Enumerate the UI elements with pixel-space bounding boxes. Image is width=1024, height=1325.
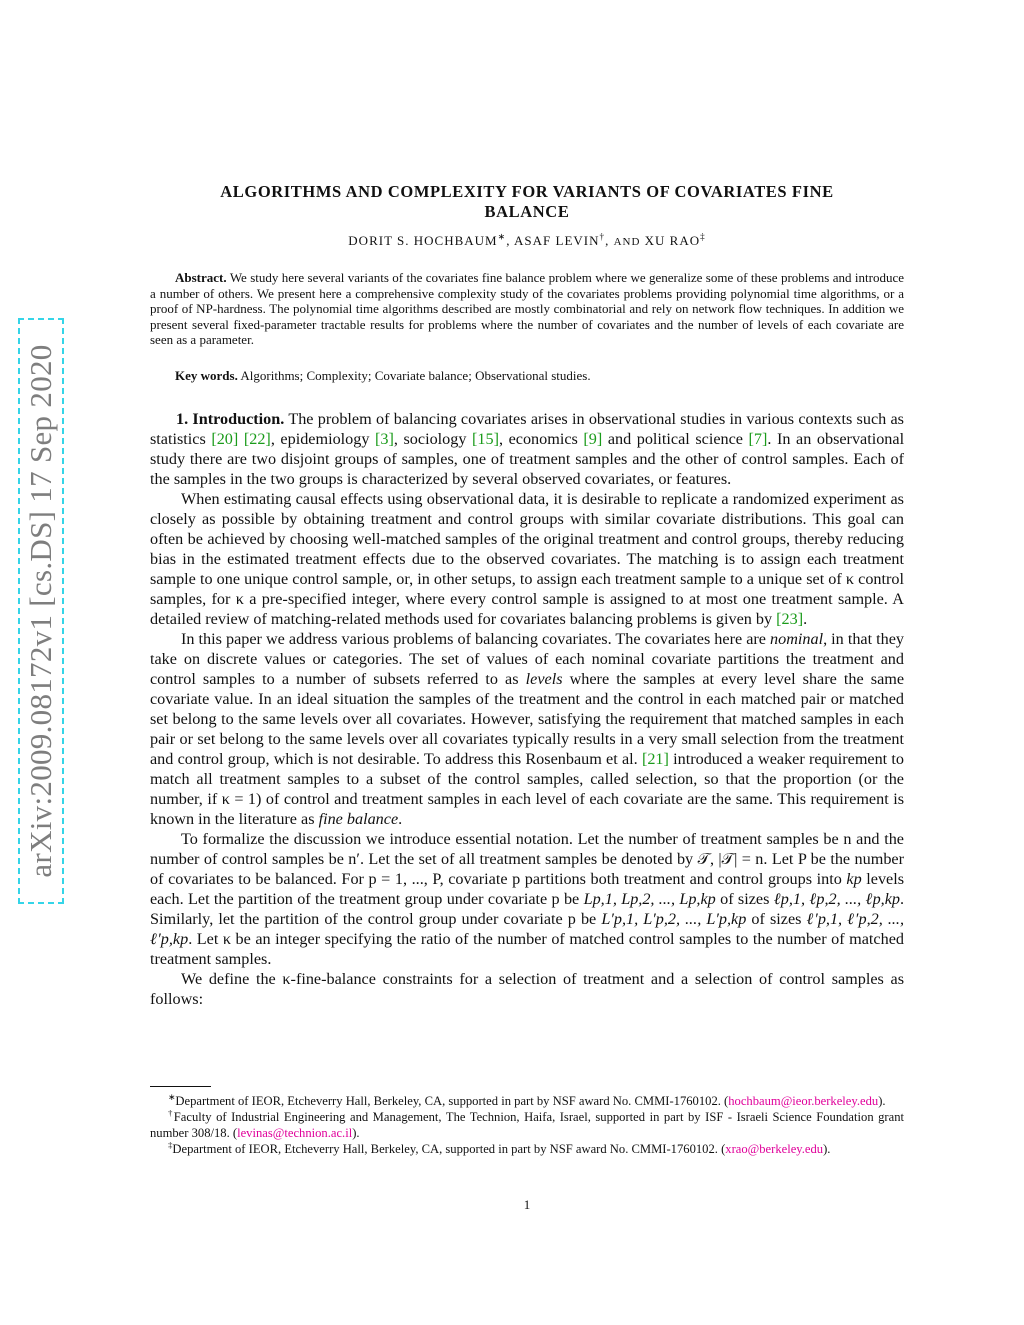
email-link-levin[interactable]: levinas@technion.ac.il bbox=[237, 1126, 353, 1140]
footnote-3 bbox=[150, 1141, 904, 1157]
intro-text: of sizes bbox=[720, 890, 770, 908]
footnote-2-paren: ). bbox=[352, 1126, 360, 1140]
term-fine-balance: fine balance bbox=[318, 810, 399, 828]
term-levels: levels bbox=[525, 670, 563, 688]
title-line-2: BALANCE bbox=[484, 202, 570, 221]
footnote-3-paren: ( bbox=[721, 1142, 726, 1156]
citation-15[interactable]: [15] bbox=[472, 430, 499, 448]
intro-text: where the samples at every level share the same covariate value. In an ideal situation the samples of the treatment and the control in each matched pair or matched set belong to the same levels over all covariates. However, satisfying the requirement that matched samples in each pair or set belong to the same levels over all covariates typically results in a very small selection from the treatment and control group, which is not desirable. To address this Rosenbaum et al. bbox=[150, 670, 905, 768]
term-nominal: nominal bbox=[770, 630, 824, 648]
intro-text: , economics bbox=[498, 430, 578, 448]
citation-21[interactable]: [21] bbox=[641, 750, 669, 768]
email-link-hochbaum[interactable]: hochbaum@ieor.berkeley.edu bbox=[728, 1094, 879, 1108]
introduction-section bbox=[150, 409, 904, 1009]
intro-text: , epidemiology bbox=[270, 430, 370, 448]
intro-paragraph-2 bbox=[150, 489, 904, 629]
math-kp: kp bbox=[846, 870, 862, 888]
intro-text: . bbox=[398, 810, 403, 828]
intro-text: . bbox=[803, 610, 808, 628]
footnote-3-mark: ‡ bbox=[168, 1139, 173, 1150]
intro-text: introduced a weaker requirement to match all treatment samples to a subset of the control samples, called selection, so that the proportion (or the number, if κ = 1) of control and treatment samples in each level of each covariate are the same. This requirement is known in the literature as bbox=[150, 750, 905, 828]
keywords bbox=[150, 368, 904, 384]
citation-9[interactable]: [9] bbox=[583, 430, 603, 448]
intro-text: of sizes bbox=[751, 910, 802, 928]
author-2-mark: † bbox=[599, 231, 606, 242]
footnote-1-paren: ). bbox=[878, 1094, 886, 1108]
footnote-3-text: Department of IEOR, Etcheverry Hall, Berkeley, CA, supported in part by NSF award No. CMMI-1760102. bbox=[172, 1142, 718, 1156]
math-treatment-sizes: ℓp,1, ℓp,2, ..., ℓp,kp bbox=[773, 890, 900, 908]
arxiv-stamp bbox=[18, 318, 64, 904]
intro-paragraph-5: We define the κ-fine-balance constraints for a selection of treatment and a selection of control samples as follows: bbox=[150, 970, 904, 1008]
intro-text: levels each. Let the partition of the treatment group under covariate p be bbox=[150, 870, 905, 908]
section-heading: 1. Introduction. bbox=[176, 410, 285, 428]
author-2: ASAF LEVIN bbox=[514, 233, 600, 248]
footnote-1-text: Department of IEOR, Etcheverry Hall, Berkeley, CA, supported in part by NSF award No. CMMI-1760102. bbox=[175, 1094, 721, 1108]
arxiv-id: arXiv:2009.08172v1 [cs.DS] 17 Sep 2020 bbox=[23, 344, 58, 878]
intro-text: The problem of balancing covariates arises in observational studies in various contexts such as statistics bbox=[150, 410, 904, 448]
footnote-2-text: Faculty of Industrial Engineering and Management, The Technion, Haifa, Israel, supported in part by ISF - Israeli Science Foundation grant number 308/18. ( bbox=[150, 1110, 905, 1140]
intro-paragraph-3 bbox=[150, 629, 904, 829]
abstract bbox=[150, 270, 904, 348]
email-link-rao[interactable]: xrao@berkeley.edu bbox=[725, 1142, 824, 1156]
page-number: 1 bbox=[523, 1197, 531, 1212]
intro-text: . Similarly, let the partition of the control group under covariate p be bbox=[150, 890, 905, 928]
footnote-2 bbox=[150, 1109, 904, 1141]
footnote-rule bbox=[150, 1086, 211, 1087]
keywords-text: Algorithms; Complexity; Covariate balance; Observational studies. bbox=[240, 368, 591, 383]
math-control-partition: L′p,1, L′p,2, ..., L′p,kp bbox=[601, 910, 747, 928]
paper-title bbox=[150, 182, 904, 222]
author-3-mark: ‡ bbox=[700, 231, 706, 242]
intro-text: , sociology bbox=[393, 430, 467, 448]
intro-paragraph-1 bbox=[150, 409, 904, 489]
author-1-mark: ∗ bbox=[497, 231, 507, 242]
intro-text: . In an observational study there are two disjoint groups of samples, one of treatment samples and the other of control samples. Each of the samples in the two groups is characterized by several observed covariates, or features. bbox=[150, 430, 905, 488]
math-control-sizes: ℓ′p,1, ℓ′p,2, ..., ℓ′p,kp bbox=[150, 910, 905, 948]
footnote-1 bbox=[150, 1093, 904, 1109]
keywords-label: Key words. bbox=[175, 368, 238, 383]
author-list: DORIT S. HOCHBAUM∗, ASAF LEVIN†, AND XU RAO‡ bbox=[348, 231, 706, 248]
author-3: XU RAO bbox=[644, 233, 701, 248]
intro-text: In this paper we address various problems of balancing covariates. The covariates here are bbox=[181, 630, 766, 648]
intro-text: and political science bbox=[607, 430, 743, 448]
footnote-2-mark: † bbox=[168, 1107, 174, 1118]
footnote-3-paren: ). bbox=[823, 1142, 831, 1156]
intro-text: , in that they take on discrete values or categories. The set of values of each nominal covariate partitions the treatment and control samples to a number of subsets referred to as bbox=[150, 630, 905, 688]
abstract-label: Abstract. bbox=[175, 270, 227, 285]
title-line-1: ALGORITHMS AND COMPLEXITY FOR VARIANTS OF COVARIATES FINE bbox=[220, 182, 834, 201]
intro-text: When estimating causal effects using observational data, it is desirable to replicate a randomized experiment as closely as possible by obtaining treatment and control groups with similar covariate distributions. This goal can often be achieved by choosing well-matched samples of the original treatment and control groups, thereby reducing bias in the estimated treatment effects due to the observed covariates. The matching is to assign each treatment sample to one unique control sample, or, in other setups, to assign each treatment sample to a unique set of κ control samples, for κ a pre-specified integer, where every control sample is assigned to at most one treatment sample. A detailed review of matching-related methods used for covariates balancing problems is given by bbox=[150, 490, 904, 628]
footnote-1-mark: ∗ bbox=[168, 1091, 176, 1102]
citation-23[interactable]: [23] bbox=[776, 610, 804, 628]
abstract-text: We study here several variants of the covariates fine balance problem where we generalize some of these problems and introduce a number of others. We present here a comprehensive complexity study of the covariates problems providing polynomial time algorithms, or a proof of NP-hardness. The polynomial time algorithms described are mostly combinatorial and rely on network flow techniques. In addition we present several fixed-parameter tractable results for problems where the number of covariates and the number of levels of each covariate are seen as a parameter. bbox=[150, 270, 904, 348]
author-1: DORIT S. HOCHBAUM bbox=[348, 233, 498, 248]
intro-paragraph-4 bbox=[150, 829, 904, 969]
footnotes bbox=[150, 1093, 904, 1157]
author-and: AND bbox=[613, 236, 641, 248]
intro-text: . Let κ be an integer specifying the ratio of the number of matched control samples to the number of matched treatment samples. bbox=[150, 930, 904, 968]
citation-22[interactable]: [22] bbox=[243, 430, 271, 448]
citation-3[interactable]: [3] bbox=[375, 430, 394, 448]
citation-7[interactable]: [7] bbox=[748, 430, 768, 448]
citation-20[interactable]: [20] bbox=[211, 430, 239, 448]
footnote-1-paren: ( bbox=[724, 1094, 729, 1108]
intro-text: To formalize the discussion we introduce essential notation. Let the number of treatment samples be n and the number of control samples be n′. Let the set of all treatment samples be denoted by 𝒯, |𝒯| = n. Let P be the number of covariates to be balanced. For p = 1, ..., P, covariate p partitions both treatment and control groups into bbox=[150, 830, 904, 888]
math-treatment-partition: Lp,1, Lp,2, ..., Lp,kp bbox=[583, 890, 716, 908]
